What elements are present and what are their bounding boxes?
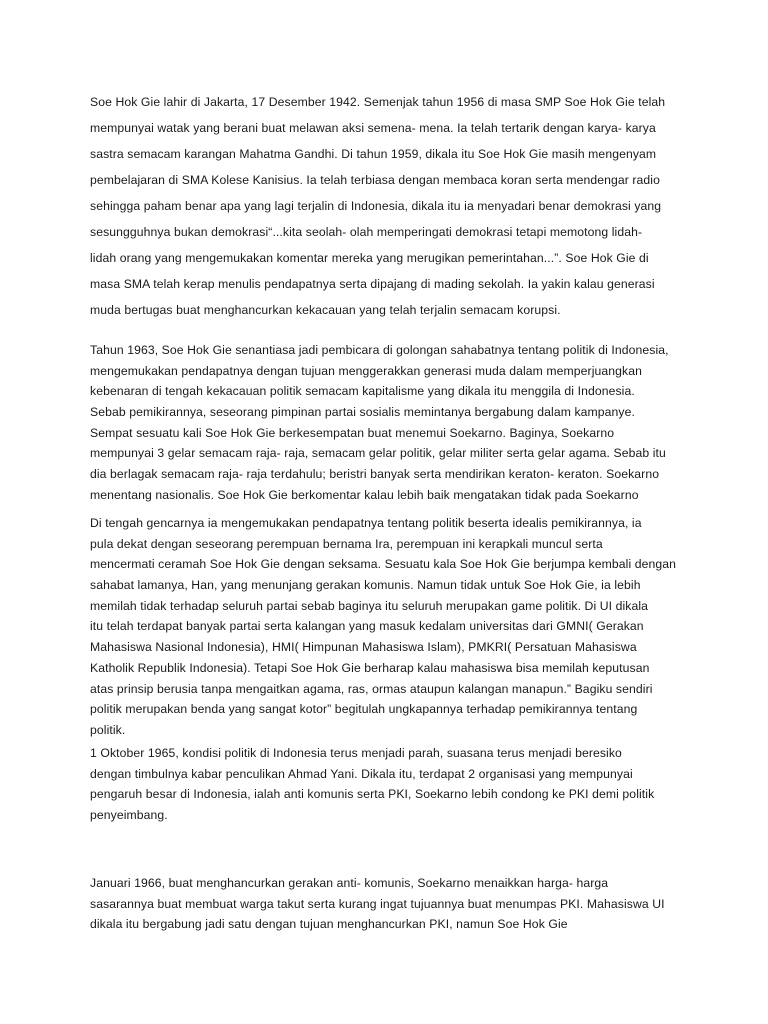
text-line: itu telah terdapat banyak partai serta kalangan yang masuk kedalam universitas dari GMNI( Gerakan [90,619,644,634]
text-line: dengan timbulnya kabar penculikan Ahmad Yani. Dikala itu, terdapat 2 organisasi yang mempunyai [90,766,633,781]
paragraph-2 [90,340,669,506]
text-line: Tahun 1963, Soe Hok Gie senantiasa jadi pembicara di golongan sahabatnya tentang politik di Indonesia, [90,343,669,357]
text-line: pula dekat dengan seseorang perempuan bernama Ira, perempuan ini kerapkali muncul serta [90,536,603,551]
text-line: sehingga paham benar apa yang lagi terjalin di Indonesia, dikala itu ia menyadari benar demokrasi yang [90,199,662,213]
text-line: Mahasiswa Nasional Indonesia), HMI( Himpunan Mahasiswa Islam), PMKRI( Persatuan Mahasiswa [90,640,637,655]
text-line: lidah orang yang mengemukakan komentar mereka yang merugikan pemerintahan...”. Soe Hok Gie di [90,251,649,265]
text-line: 1 Oktober 1965, kondisi politik di Indonesia terus menjadi parah, suasana terus menjadi beresiko [90,746,622,760]
text-line: sesungguhnya bukan demokrasi“...kita seolah- olah memperingati demokrasi tetapi memotong lidah- [90,225,643,239]
paragraph-5 [90,873,665,935]
text-line: pembelajaran di SMA Kolese Kanisius. Ia telah terbiasa dengan membaca koran serta mendengar radio [90,173,660,187]
text-line: memilah tidak terhadap seluruh partai sebab baginya itu seluruh merupakan game politik. Di UI dikala [90,598,649,613]
paragraph-3 [90,513,676,741]
text-line: Katholik Republik Indonesia). Tetapi Soe Hok Gie berharap kalau mahasiswa bisa memilah keputusan [90,660,650,675]
text-line: masa SMA telah kerap menulis pendapatnya serta dipajang di mading sekolah. Ia yakin kalau generasi [90,277,655,291]
text-line: dikala itu bergabung jadi satu dengan tujuan menghancurkan PKI, namun Soe Hok Gie [90,917,568,932]
text-line: Januari 1966, buat menghancurkan gerakan anti- komunis, Soekarno menaikkan harga- harga [90,876,609,890]
text-line: kebenaran di tengah kekacauan politik semacam kapitalisme yang dikala itu menggila di Indonesia. [90,384,635,399]
text-line: sasarannya buat membuat warga takut serta kurang ingat tujuannya buat menumpas PKI. Mahasiswa UI [90,896,665,911]
text-line: mempunyai watak yang berani buat melawan aksi semena- mena. Ia telah tertarik dengan karya- karya [90,121,656,135]
text-line: Soe Hok Gie lahir di Jakarta, 17 Desember 1942. Semenjak tahun 1956 di masa SMP Soe Hok Gie telah [90,95,666,109]
text-line: Sebab pemikirannya, seseorang pimpinan partai sosialis memintanya bergabung dalam kampanye. [90,405,635,420]
paragraph-1 [90,89,665,323]
text-line: Sempat sesuatu kali Soe Hok Gie berkesempatan buat menemui Soekarno. Baginya, Soekarno [90,425,615,440]
text-line: Di tengah gencarnya ia mengemukakan pendapatnya tentang politik beserta idealis pemikirannya, ia [90,516,642,530]
text-line: penyeimbang. [90,808,168,823]
text-line: mencermati ceramah Soe Hok Gie dengan seksama. Sesuatu kala Soe Hok Gie berjumpa kembali dengan [90,557,677,572]
text-line: menentang nasionalis. Soe Hok Gie berkomentar kalau lebih baik mengatakan tidak pada Soekarno [90,487,639,502]
text-line: atas prinsip berusia tanpa mengaitkan agama, ras, ormas ataupun kalangan manapun.” Bagiku sendiri [90,681,653,696]
text-line: politik merupakan benda yang sangat kotor” begitulah ungkapannya terhadap pemikirannya tentang [90,702,638,717]
text-line: sastra semacam karangan Mahatma Gandhi. Di tahun 1959, dikala itu Soe Hok Gie masih mengenyam [90,147,657,161]
text-line: sahabat lamanya, Han, yang menunjang gerakan komunis. Namun tidak untuk Soe Hok Gie, ia lebih [90,578,641,593]
text-line: mempunyai 3 gelar semacam raja- raja, semacam gelar politik, gelar militer serta gelar agama. Sebab itu [90,446,666,461]
text-line: muda bertugas buat menghancurkan kekacauan yang telah terjalin semacam korupsi. [90,303,561,317]
text-line: pengaruh besar di Indonesia, ialah anti komunis serta PKI, Soekarno lebih condong ke PKI demi politik [90,787,655,802]
paragraph-4 [90,743,654,826]
text-line: dia berlagak semacam raja- raja terdahulu; beristri banyak serta mendirikan keraton- keraton. Soekarno [90,467,660,482]
text-line: politik. [90,722,126,737]
text-line: mengemukakan pendapatnya dengan tujuan menggerakkan generasi muda dalam memperjuangkan [90,363,642,378]
